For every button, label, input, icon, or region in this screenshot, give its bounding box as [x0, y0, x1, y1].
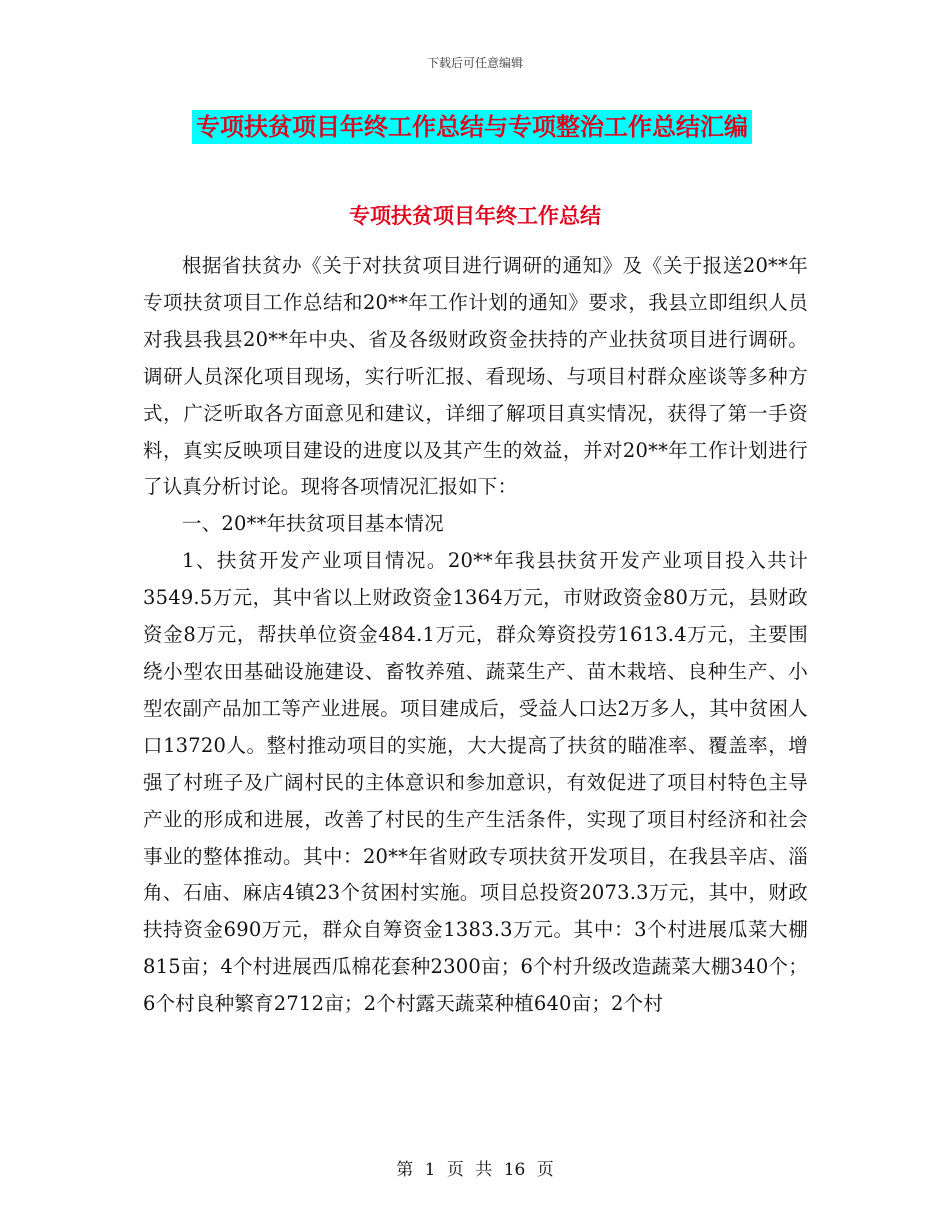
paragraph-intro: 根据省扶贫办《关于对扶贫项目进行调研的通知》及《关于报送20**年专项扶贫项目工作总结和20**年工作计划的通知》要求，我县立即组织人员对我县我县20**年中央、省及各级财政资金扶持的产业扶贫项目进行调研。调研人员深化项目现场，实行听汇报、看现场、与项目村群众座谈等多种方式，广泛听取各方面意见和建议，详细了解项目真实情况，获得了第一手资料，真实反映项目建设的进度以及其产生的效益，并对20**年工作计划进行了认真分析讨论。现将各项情况汇报如下：	[143, 254, 808, 499]
document-body	[143, 248, 808, 1023]
paragraph-industry-projects: 1、扶贫开发产业项目情况。20**年我县扶贫开发产业项目投入共计3549.5万元，其中省以上财政资金1364万元，市财政资金80万元，县财政资金8万元，帮扶单位资金484.1万元，群众筹资投劳1613.4万元，主要围绕小型农田基础设施建设、畜牧养殖、蔬菜生产、苗木栽培、良种生产、小型农副产品加工等产业进展。项目建成后，受益人口达2万多人，其中贫困人口13720人。整村推动项目的实施，大大提高了扶贫的瞄准率、覆盖率，增强了村班子及广阔村民的主体意识和参加意识，有效促进了项目村特色主导产业的形成和进展，改善了村民的生产生活条件，实现了项目村经济和社会事业的整体推动。其中：20**年省财政专项扶贫开发项目，在我县辛店、淄角、石庙、麻店4镇23个贫困村实施。项目总投资2073.3万元，其中，财政扶持资金690万元，群众自筹资金1383.3万元。其中：3个村进展瓜菜大棚815亩；4个村进展西瓜棉花套种2300亩；6个村升级改造蔬菜大棚340个；6个村良种繁育2712亩；2个村露天蔬菜种植640亩；2个村	[143, 549, 808, 1016]
header-note: 下载后可任意编辑	[426, 56, 523, 70]
page-footer: 第 1 页 共 16 页	[396, 1160, 554, 1180]
document-main-title: 专项扶贫项目年终工作总结与专项整治工作总结汇编	[192, 110, 752, 144]
paragraph-heading-basic-situation: 一、20**年扶贫项目基本情况	[182, 512, 444, 536]
section-title: 专项扶贫项目年终工作总结	[349, 204, 601, 228]
